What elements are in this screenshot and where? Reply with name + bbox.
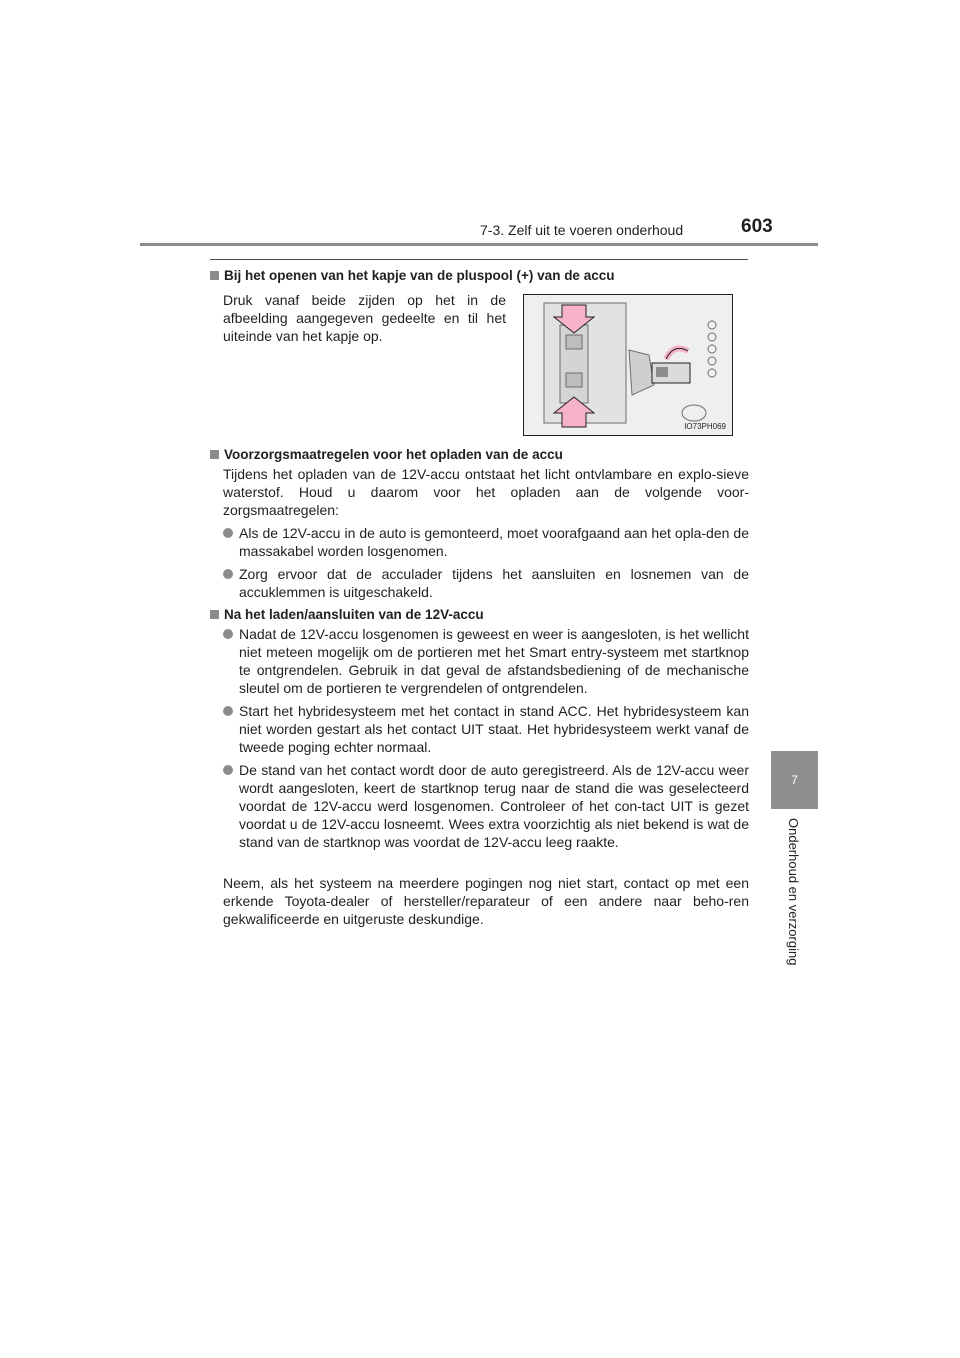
list-item	[223, 702, 749, 756]
square-bullet-icon	[210, 271, 219, 280]
header-rule	[140, 243, 818, 246]
figure-code: IO73PH069	[684, 422, 726, 431]
list-item	[223, 524, 749, 560]
closing-paragraph: Neem, als het systeem na meerdere pogingen nog niet start, contact op met een erkende Toyota-dealer of hersteller/reparateur of een andere naar beho-ren gekwalificeerde en uitgeruste deskundige.	[223, 875, 749, 927]
content-top-rule	[210, 259, 748, 260]
battery-cap-figure	[523, 294, 733, 436]
list-item-text: Nadat de 12V-accu losgenomen is geweest en weer is aangesloten, is het wellicht niet meteen mogelijk om de portieren met het Smart entry-systeem met startknop te ontgrendelen. Gebruik in dat geval de afstandsbediening of de mechanische sleutel om de portieren te vergrendelen of ontgrendelen.	[239, 626, 749, 696]
chapter-title-vertical	[786, 818, 806, 988]
square-bullet-icon	[210, 610, 219, 619]
page-number: 603	[741, 216, 773, 237]
heading-text: Bij het openen van het kapje van de pluspool (+) van de accu	[224, 268, 615, 283]
battery-cap-instructions: Druk vanaf beide zijden op het in de afbeelding aangegeven gedeelte en til het uiteinde van het kapje op.	[223, 292, 506, 344]
bullet-dot-icon	[223, 528, 233, 538]
bullet-dot-icon	[223, 706, 233, 716]
heading-text: Na het laden/aansluiten van de 12V-accu	[224, 607, 484, 622]
section-heading-after-charging	[210, 607, 484, 622]
battery-illustration	[524, 295, 732, 435]
list-item	[223, 761, 749, 851]
list-item	[223, 625, 749, 697]
chapter-title: Onderhoud en verzorging	[786, 818, 801, 966]
list-item	[223, 565, 749, 601]
charging-intro-paragraph: Tijdens het opladen van de 12V-accu ontstaat het licht ontvlambare en explo-sieve waterstof. Houd u daarom voor het opladen aan de volgende voor-zorgsmaatregelen:	[223, 466, 749, 518]
list-item-text: Als de 12V-accu in de auto is gemonteerd, moet voorafgaand aan het opla-den de massakabel worden losgenomen.	[239, 525, 749, 559]
bullet-dot-icon	[223, 765, 233, 775]
list-item-text: De stand van het contact wordt door de auto geregistreerd. Als de 12V-accu weer wordt aangesloten, keert de startknop terug naar de stand die was geselecteerd voordat de 12V-accu werd losgenomen. Controleer of het con-tact UIT is gezet voordat u de 12V-accu losneemt. Wees extra voorzichtig als niet bekend is wat de stand van de startknop was voordat de 12V-accu leeg raakte.	[239, 762, 749, 850]
square-bullet-icon	[210, 450, 219, 459]
running-header-section: 7-3. Zelf uit te voeren onderhoud	[480, 222, 684, 238]
list-item-text: Zorg ervoor dat de acculader tijdens het aansluiten en losnemen van de accuklemmen is uitgeschakeld.	[239, 566, 749, 600]
list-item-text: Start het hybridesysteem met het contact in stand ACC. Het hybridesysteem kan niet worden gestart als het contact UIT staat. Het hybridesysteem werkt vanaf de tweede poging echter normaal.	[239, 703, 749, 755]
section-heading-charging-precautions	[210, 447, 563, 462]
chapter-tab: 7	[771, 751, 818, 809]
bullet-dot-icon	[223, 569, 233, 579]
heading-text: Voorzorgsmaatregelen voor het opladen van de accu	[224, 447, 563, 462]
section-heading-battery-cap	[210, 268, 614, 283]
bullet-dot-icon	[223, 629, 233, 639]
